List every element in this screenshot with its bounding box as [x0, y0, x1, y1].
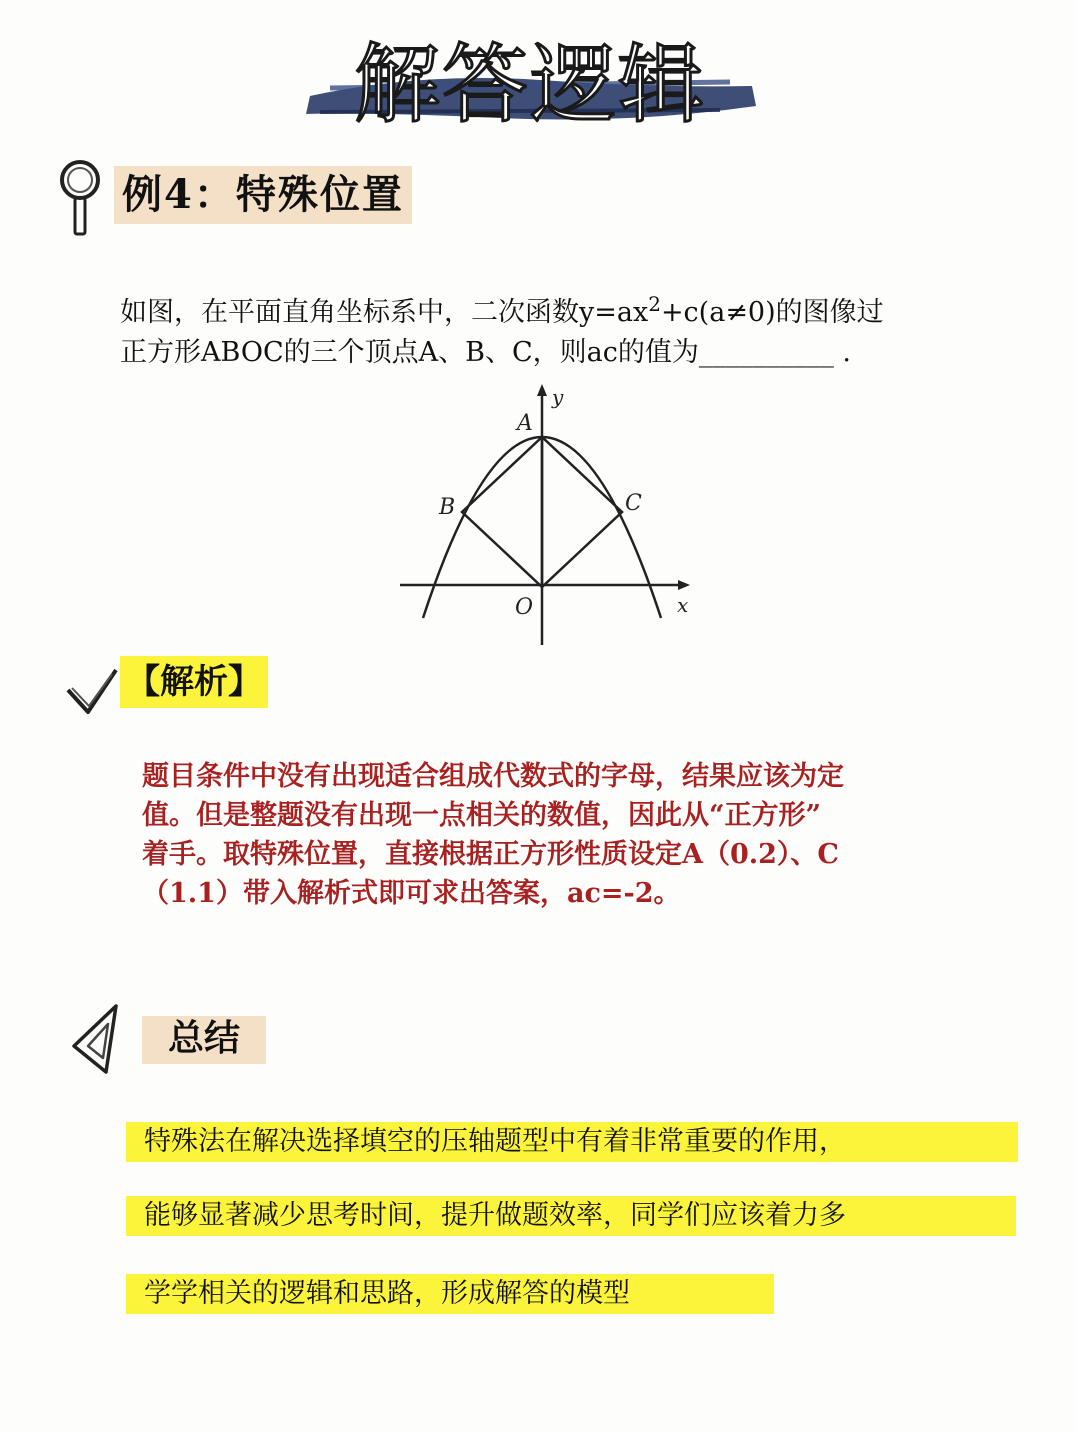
title-block: [300, 30, 770, 140]
summary-line-3: 学学相关的逻辑和思路，形成解答的模型: [126, 1274, 774, 1314]
problem-line-1-b: +c(a≠0)的图像过: [660, 297, 884, 328]
analysis-line-2: 值。但是整题没有出现一点相关的数值，因此从“正方形”: [142, 800, 822, 831]
analysis-line-3: 着手。取特殊位置，直接根据正方形性质设定A（0.2）、C: [142, 839, 839, 870]
summary-heading-text: 总结: [168, 1017, 241, 1059]
analysis-heading: [120, 656, 268, 708]
example-heading-text: 例4：特殊位置: [122, 171, 404, 218]
problem-line-1-a: 如图，在平面直角坐标系中，二次函数y=ax: [120, 297, 649, 328]
label-b: B: [439, 495, 456, 520]
page-title: 解答逻辑: [354, 35, 706, 135]
label-x: x: [677, 593, 689, 617]
x-axis-arrow: [678, 580, 690, 590]
analysis-heading-text: 【解析】: [126, 662, 262, 702]
analysis-line-4: （1.1）带入解析式即可求出答案，ac=-2。: [142, 878, 681, 909]
summary-line-2: 能够显著减少思考时间，提升做题效率，同学们应该着力多: [126, 1196, 1016, 1236]
label-a: A: [517, 411, 533, 436]
label-c: C: [625, 491, 642, 516]
problem-line-2: 正方形ABOC的三个顶点A、B、C，则ac的值为__________ .: [120, 337, 852, 368]
checkmark-icon: [64, 666, 120, 718]
y-axis-arrow: [537, 384, 547, 396]
example-heading: [114, 166, 412, 224]
problem-line-1: [120, 284, 1020, 333]
problem-text: [120, 284, 1020, 373]
magnifier-icon: [58, 158, 106, 238]
summary-heading: [142, 1016, 266, 1064]
exponent: 2: [648, 292, 661, 316]
label-o: O: [515, 595, 534, 620]
label-y: y: [552, 385, 564, 409]
parabola-figure: [395, 380, 695, 650]
triangle-ruler-icon: [70, 1002, 122, 1076]
analysis-line-1: 题目条件中没有出现适合组成代数式的字母，结果应该为定: [142, 761, 844, 792]
analysis-text: [142, 757, 992, 913]
summary-line-1: 特殊法在解决选择填空的压轴题型中有着非常重要的作用，: [126, 1122, 1018, 1162]
